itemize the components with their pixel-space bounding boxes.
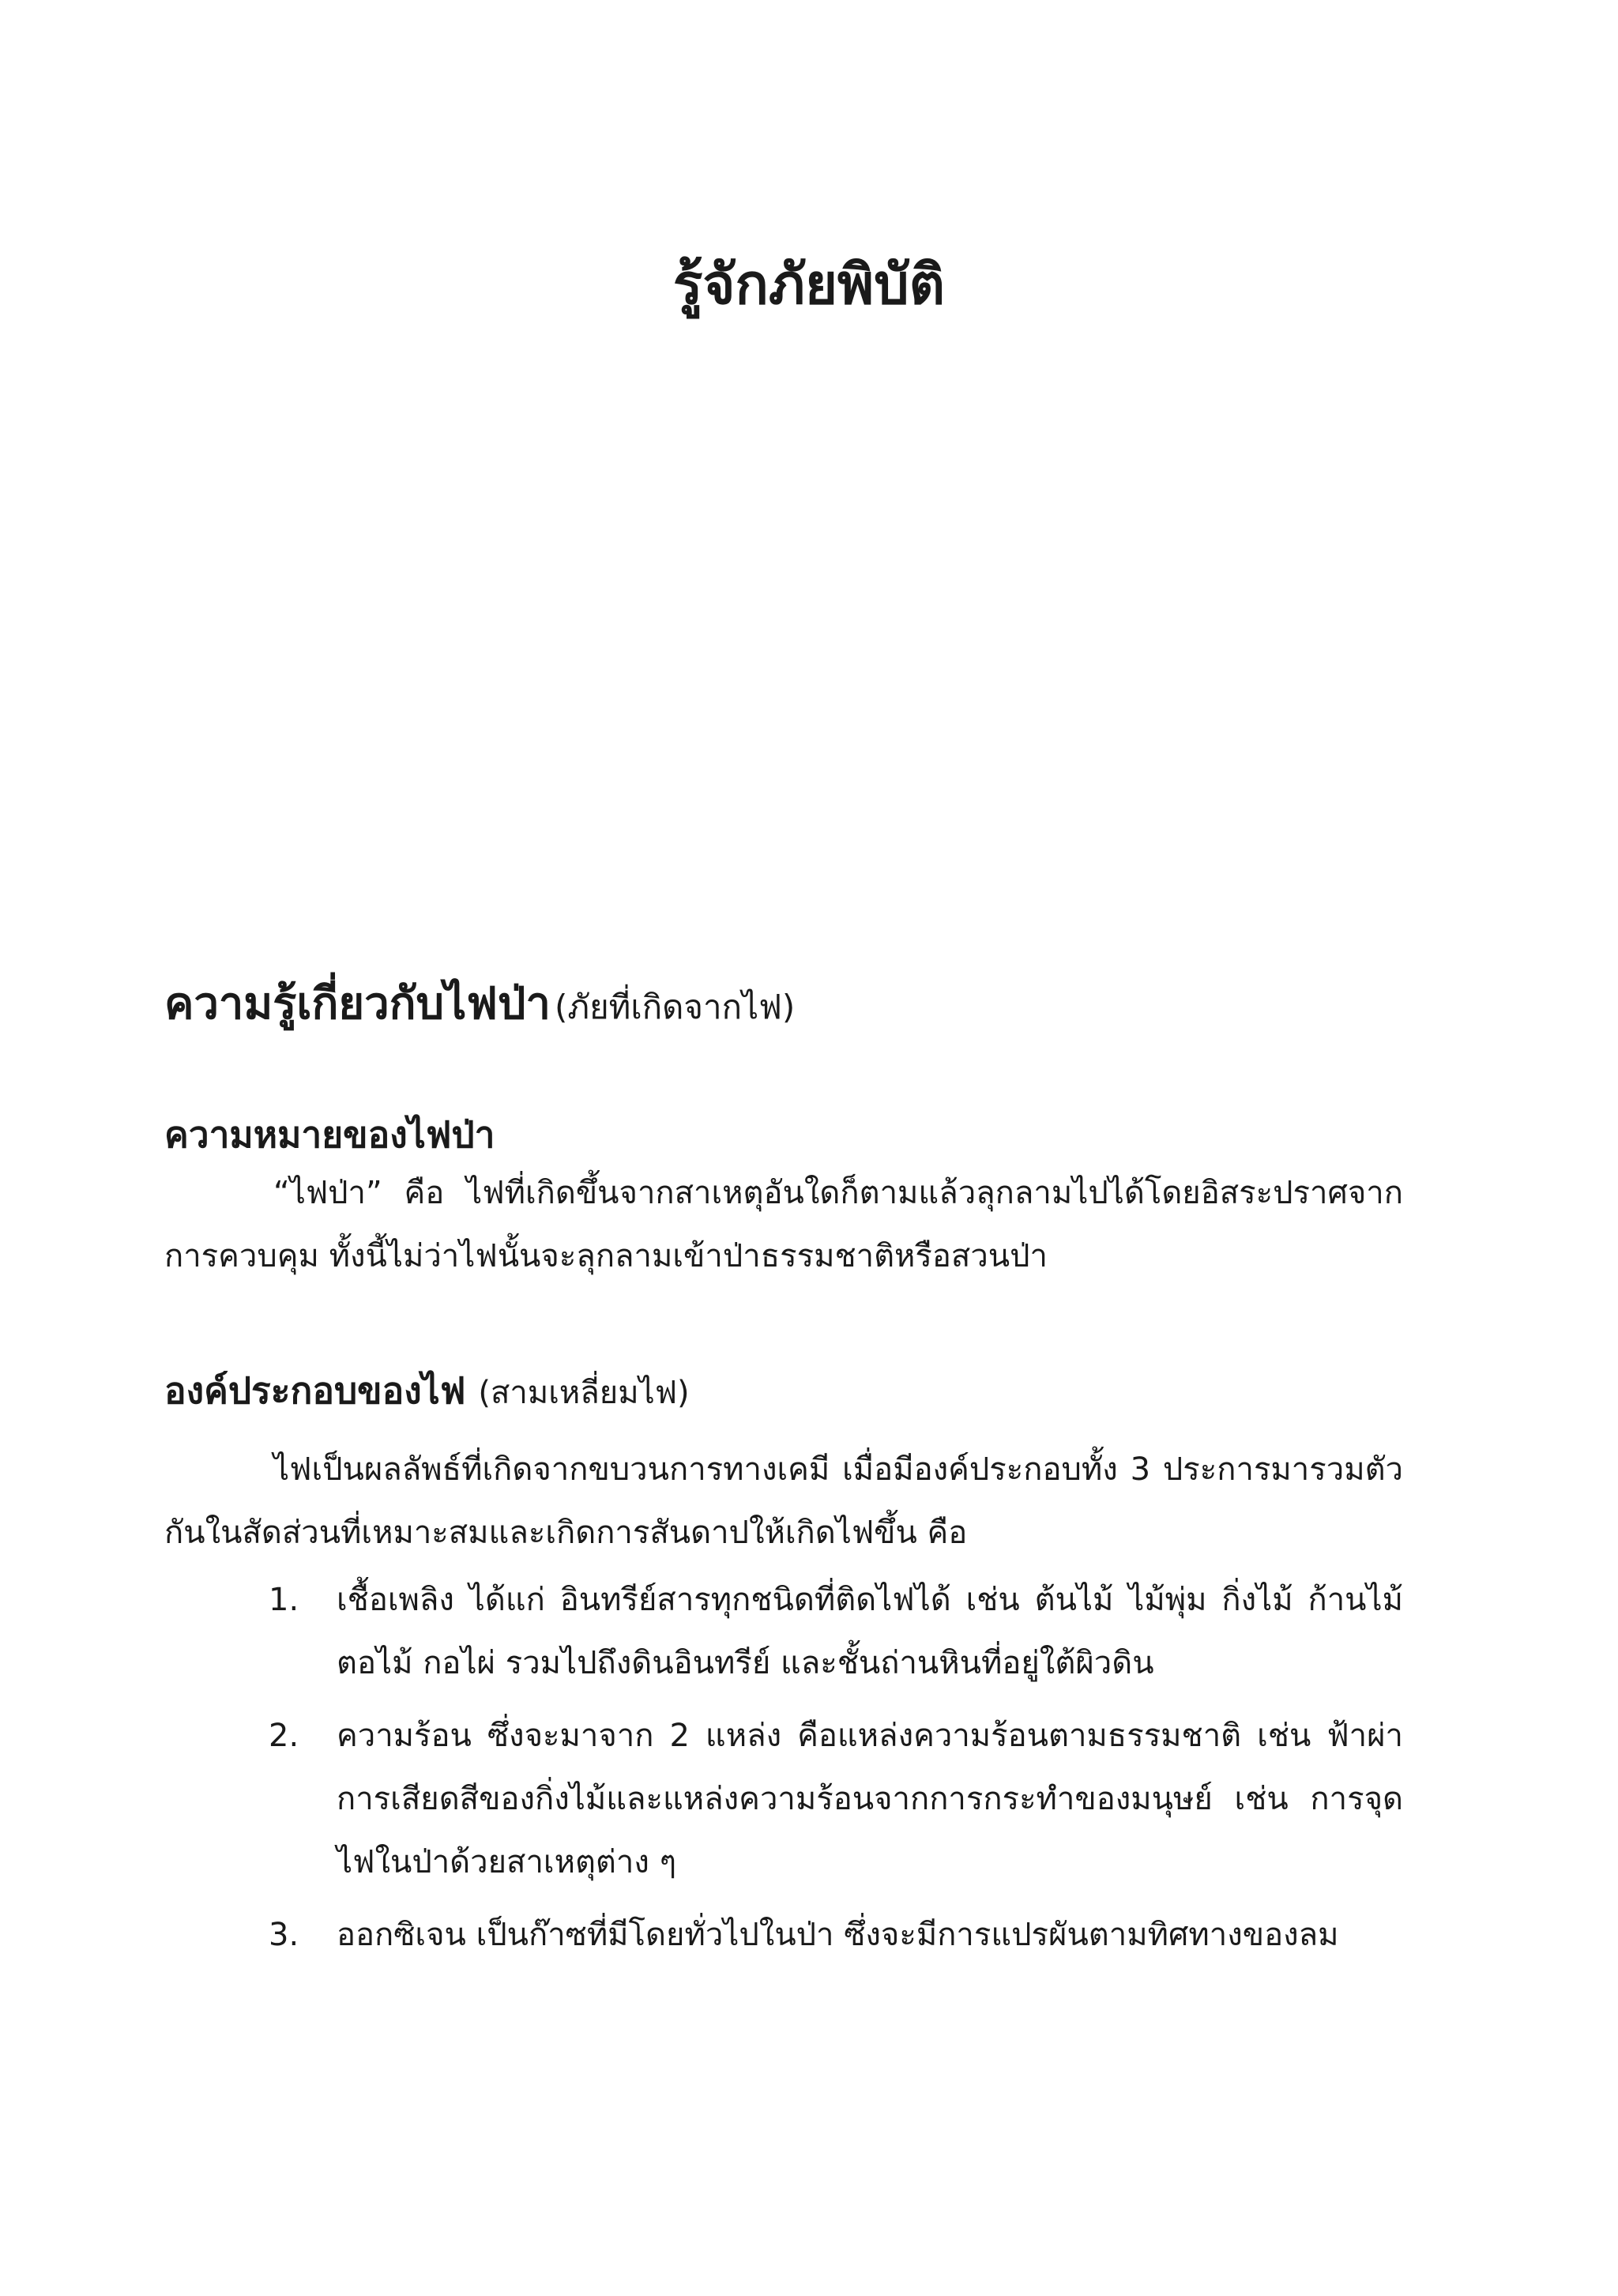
meaning-heading: ความหมายของไฟป่า [164,1113,495,1156]
meaning-paragraph: “ไฟป่า” คือ ไฟที่เกิดขึ้นจากสาเหตุอันใดก็ตามแล้วลุกลามไปได้โดยอิสระปราศจากการควบคุม ทั้งนี้ไม่ว่าไฟนั้นจะลุกลามเข้าป่าธรรมชาติหรือสวนป่า [164,1175,1403,1274]
list-item-number: 1. [269,1582,299,1618]
list-item [269,1903,1403,1967]
section-heading-title: ความรู้เกี่ยวกับไฟป่า [164,977,551,1029]
list-item-number: 3. [269,1917,299,1953]
list-item-text: ออกซิเจน เป็นก๊าซที่มีโดยทั่วไปในป่า ซึ่งจะมีการแปรผันตามทิศทางของลม [337,1917,1339,1953]
page-title: รู้จักภัยพิบัติ [672,251,946,317]
section-heading [164,964,1403,1043]
list-item-number: 2. [269,1718,299,1754]
components-heading-title: องค์ประกอบของไฟ [164,1369,466,1412]
list-item-text: ความร้อน ซึ่งจะมาจาก 2 แหล่ง คือแหล่งความร้อนตามธรรมชาติ เช่น ฟ้าผ่า การเสียดสีของกิ่งไม้และแหล่งความร้อนจากการกระทำของมนุษย์ เช่น การจุดไฟในป่าด้วยสาเหตุต่าง ๆ [337,1718,1403,1880]
components-heading-note: (สามเหลี่ยมไฟ) [478,1375,690,1411]
section-heading-note: (ภัยที่เกิดจากไฟ) [555,988,796,1026]
components-paragraph: ไฟเป็นผลลัพธ์ที่เกิดจากขบวนการทางเคมี เมื่อมีองค์ประกอบทั้ง 3 ประการมารวมตัวกันในสัดส่วนที่เหมาะสมและเกิดการสันดาปให้เกิดไฟขึ้น คือ [164,1451,1403,1551]
list-item-text: เชื้อเพลิง ได้แก่ อินทรีย์สารทุกชนิดที่ติดไฟได้ เช่น ต้นไม้ ไม้พุ่ม กิ่งไม้ ก้านไม้ ตอไม้ กอไผ่ รวมไปถึงดินอินทรีย์ และชั้นถ่านหินที่อยู่ใต้ผิวดิน [337,1582,1403,1681]
components-heading [164,1359,1403,1422]
list-item [269,1568,1403,1695]
list-item [269,1704,1403,1894]
components-list [269,1568,1403,1976]
